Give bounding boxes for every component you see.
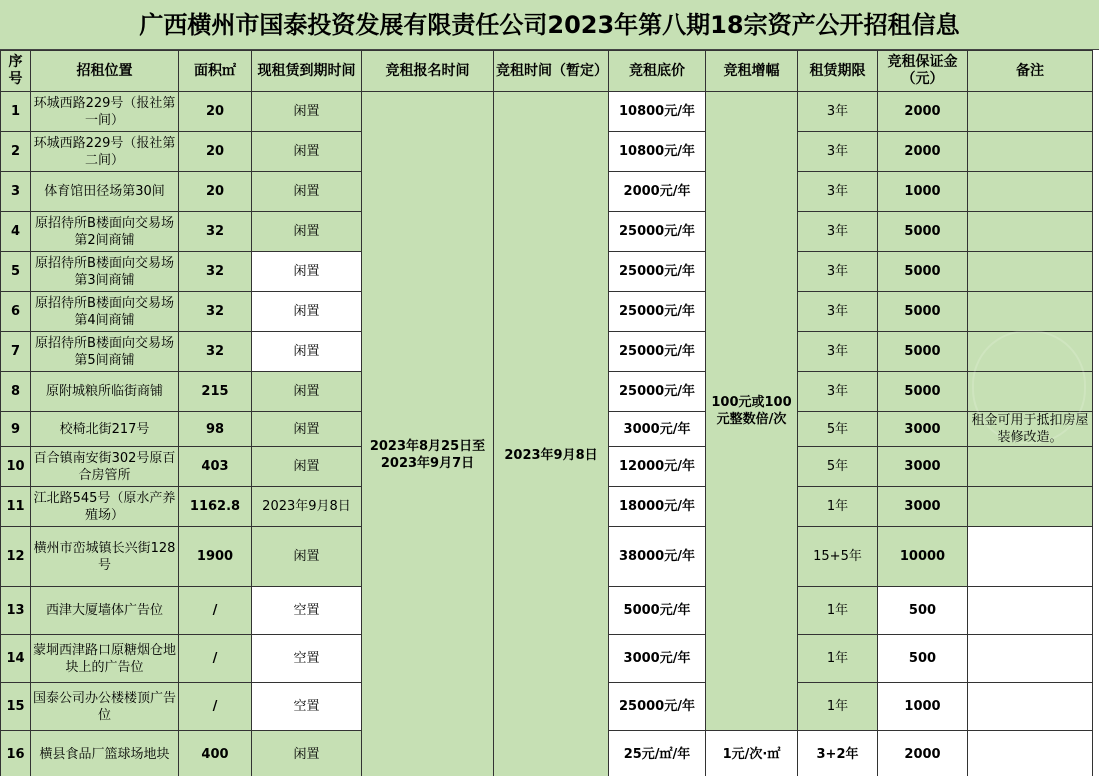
row-price: 38000元/年: [609, 527, 706, 587]
shared-increment: 100元或100元整数倍/次: [706, 92, 798, 731]
row-area: 32: [179, 292, 252, 332]
row-seq: 2: [1, 132, 31, 172]
row-seq: 5: [1, 252, 31, 292]
row-seq: 8: [1, 372, 31, 412]
row-expiry: 闲置: [252, 132, 362, 172]
row-deposit: 3000: [878, 447, 968, 487]
row-term: 3年: [798, 212, 878, 252]
row-seq: 1: [1, 92, 31, 132]
row-deposit: 5000: [878, 372, 968, 412]
header-base-price: 竞租底价: [609, 51, 706, 92]
row-seq: 13: [1, 587, 31, 635]
row-price: 25000元/年: [609, 683, 706, 731]
row-deposit: 500: [878, 587, 968, 635]
row-note: [968, 92, 1093, 132]
row-expiry: 空置: [252, 635, 362, 683]
row-location: 横州市峦城镇长兴街128号: [31, 527, 179, 587]
row-expiry: 闲置: [252, 92, 362, 132]
row-seq: 6: [1, 292, 31, 332]
row-price: 12000元/年: [609, 447, 706, 487]
shared-bid-time: 2023年9月8日: [494, 92, 609, 776]
row-note: [968, 372, 1093, 412]
row-deposit: 3000: [878, 487, 968, 527]
row-term: 15+5年: [798, 527, 878, 587]
row-note: [968, 731, 1093, 776]
row-expiry: 闲置: [252, 172, 362, 212]
row-expiry: 空置: [252, 683, 362, 731]
row-deposit: 2000: [878, 92, 968, 132]
header-area: 面积㎡: [179, 51, 252, 92]
row-seq: 10: [1, 447, 31, 487]
row-note: [968, 635, 1093, 683]
row-expiry: 空置: [252, 587, 362, 635]
row-deposit: 5000: [878, 332, 968, 372]
row-location: 原招待所B楼面向交易场第5间商铺: [31, 332, 179, 372]
shared-reg-time: 2023年8月25日至2023年9月7日: [362, 92, 494, 776]
row-deposit: 10000: [878, 527, 968, 587]
row-deposit: 2000: [878, 731, 968, 776]
row-deposit: 3000: [878, 412, 968, 447]
row-location: 百合镇南安街302号原百合房管所: [31, 447, 179, 487]
header-row: [1, 51, 1093, 92]
row-price: 18000元/年: [609, 487, 706, 527]
row-area: 98: [179, 412, 252, 447]
row-seq: 4: [1, 212, 31, 252]
row-deposit: 500: [878, 635, 968, 683]
row-note: [968, 587, 1093, 635]
table-row: [1, 92, 1093, 132]
row-seq: 16: [1, 731, 31, 776]
row-note: [968, 132, 1093, 172]
row-expiry: 2023年9月8日: [252, 487, 362, 527]
row-term: 3+2年: [798, 731, 878, 776]
header-bid-time: 竞租时间（暂定）: [494, 51, 609, 92]
row-term: 3年: [798, 172, 878, 212]
row-deposit: 5000: [878, 292, 968, 332]
row-area: 400: [179, 731, 252, 776]
row-area: 20: [179, 132, 252, 172]
row-area: 20: [179, 92, 252, 132]
row-price: 25元/㎡/年: [609, 731, 706, 776]
row-expiry: 闲置: [252, 212, 362, 252]
row-location: 原招待所B楼面向交易场第3间商铺: [31, 252, 179, 292]
row-increment: 1元/次·㎡: [706, 731, 798, 776]
row-expiry: 闲置: [252, 731, 362, 776]
row-note: [968, 683, 1093, 731]
row-location: 江北路545号（原水产养殖场）: [31, 487, 179, 527]
row-location: 体育馆田径场第30间: [31, 172, 179, 212]
row-price: 25000元/年: [609, 252, 706, 292]
header-deposit: 竞租保证金（元）: [878, 51, 968, 92]
row-location: 西津大厦墙体广告位: [31, 587, 179, 635]
header-reg-time: 竞租报名时间: [362, 51, 494, 92]
row-deposit: 2000: [878, 132, 968, 172]
row-note: [968, 172, 1093, 212]
lease-table: [0, 50, 1093, 776]
row-term: 3年: [798, 372, 878, 412]
row-note: [968, 252, 1093, 292]
row-term: 1年: [798, 487, 878, 527]
row-note: [968, 212, 1093, 252]
header-lease-expiry: 现租赁到期时间: [252, 51, 362, 92]
row-location: 国泰公司办公楼楼顶广告位: [31, 683, 179, 731]
row-expiry: 闲置: [252, 252, 362, 292]
header-term: 租赁期限: [798, 51, 878, 92]
row-deposit: 5000: [878, 212, 968, 252]
row-term: 5年: [798, 412, 878, 447]
row-deposit: 1000: [878, 172, 968, 212]
row-price: 3000元/年: [609, 412, 706, 447]
row-location: 环城西路229号（报社第二间）: [31, 132, 179, 172]
row-area: 403: [179, 447, 252, 487]
row-deposit: 1000: [878, 683, 968, 731]
row-note: [968, 487, 1093, 527]
row-note: [968, 332, 1093, 372]
row-term: 1年: [798, 635, 878, 683]
row-term: 1年: [798, 587, 878, 635]
row-expiry: 闲置: [252, 527, 362, 587]
row-price: 25000元/年: [609, 212, 706, 252]
row-price: 25000元/年: [609, 292, 706, 332]
row-location: 环城西路229号（报社第一间）: [31, 92, 179, 132]
header-location: 招租位置: [31, 51, 179, 92]
row-area: /: [179, 635, 252, 683]
row-term: 3年: [798, 252, 878, 292]
row-term: 3年: [798, 92, 878, 132]
row-location: 校椅北街217号: [31, 412, 179, 447]
row-area: /: [179, 587, 252, 635]
row-term: 1年: [798, 683, 878, 731]
row-seq: 7: [1, 332, 31, 372]
row-note: 租金可用于抵扣房屋装修改造。: [968, 412, 1093, 447]
row-seq: 11: [1, 487, 31, 527]
row-area: 1162.8: [179, 487, 252, 527]
row-seq: 15: [1, 683, 31, 731]
row-expiry: 闲置: [252, 412, 362, 447]
row-term: 5年: [798, 447, 878, 487]
row-seq: 3: [1, 172, 31, 212]
row-term: 3年: [798, 132, 878, 172]
row-expiry: 闲置: [252, 332, 362, 372]
header-seq: 序号: [1, 51, 31, 92]
row-location: 原招待所B楼面向交易场第4间商铺: [31, 292, 179, 332]
row-area: 32: [179, 332, 252, 372]
row-note: [968, 292, 1093, 332]
row-price: 10800元/年: [609, 92, 706, 132]
row-area: 20: [179, 172, 252, 212]
row-area: /: [179, 683, 252, 731]
row-area: 32: [179, 212, 252, 252]
row-price: 2000元/年: [609, 172, 706, 212]
row-term: 3年: [798, 292, 878, 332]
row-price: 25000元/年: [609, 372, 706, 412]
row-price: 25000元/年: [609, 332, 706, 372]
row-seq: 12: [1, 527, 31, 587]
row-expiry: 闲置: [252, 372, 362, 412]
row-expiry: 闲置: [252, 292, 362, 332]
row-deposit: 5000: [878, 252, 968, 292]
row-location: 原招待所B楼面向交易场第2间商铺: [31, 212, 179, 252]
page-title: 广西横州市国泰投资发展有限责任公司2023年第八期18宗资产公开招租信息: [0, 0, 1099, 50]
row-area: 1900: [179, 527, 252, 587]
row-note: [968, 527, 1093, 587]
row-price: 10800元/年: [609, 132, 706, 172]
row-area: 215: [179, 372, 252, 412]
row-expiry: 闲置: [252, 447, 362, 487]
row-location: 横县食品厂篮球场地块: [31, 731, 179, 776]
row-location: 原附城粮所临街商铺: [31, 372, 179, 412]
row-area: 32: [179, 252, 252, 292]
header-remarks: 备注: [968, 51, 1093, 92]
row-location: 蒙垌西津路口原糖烟仓地块上的广告位: [31, 635, 179, 683]
header-increment: 竞租增幅: [706, 51, 798, 92]
row-price: 3000元/年: [609, 635, 706, 683]
row-term: 3年: [798, 332, 878, 372]
row-note: [968, 447, 1093, 487]
row-price: 5000元/年: [609, 587, 706, 635]
row-seq: 9: [1, 412, 31, 447]
row-seq: 14: [1, 635, 31, 683]
